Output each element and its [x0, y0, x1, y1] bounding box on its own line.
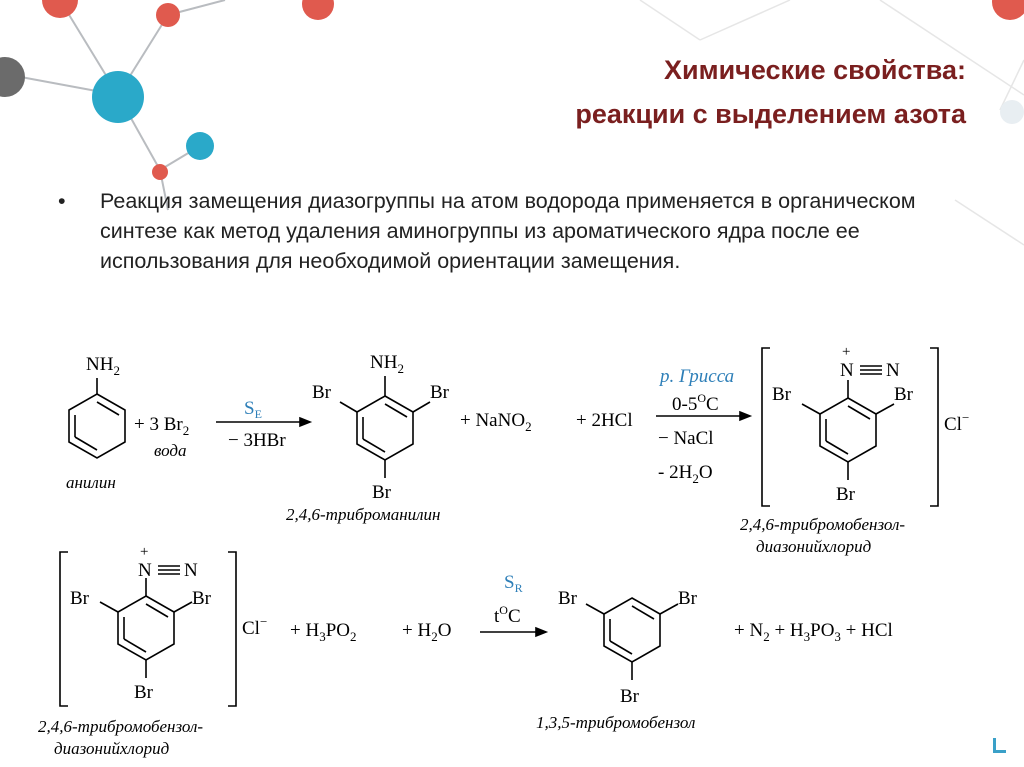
arrow-3-temp: $t^OC$ — [494, 603, 521, 627]
byproducts: + $N_2 + H_3PO_3$ + HCl — [734, 620, 893, 644]
title-line-2: реакции с выделением азота — [575, 99, 966, 129]
arrow-3-condition: $S_R$ — [504, 572, 523, 595]
arrow-1-condition: $S_E$ — [244, 398, 262, 421]
n-2a: N — [138, 560, 152, 581]
arrow-2-temp: $0-5^OC$ — [672, 391, 719, 415]
tba-br-bottom: Br — [372, 482, 391, 503]
bullet-dot: • — [58, 189, 66, 213]
arrow-2-nacl: − NaCl — [658, 428, 714, 449]
reaction-scheme — [28, 338, 992, 762]
arrow-2-griess: р. Грисса — [660, 366, 735, 387]
tba-br-left: Br — [312, 382, 331, 403]
aniline-nh2: $NH_2$ — [86, 354, 120, 378]
diazonium-label-1b: диазонийхлорид — [756, 537, 872, 556]
diazonium-label-2a: 2,4,6-трибромобензол- — [38, 717, 204, 736]
reagent-h3po2: + $H_3PO_2$ — [290, 620, 357, 644]
aniline-ring — [69, 394, 125, 458]
tribromobenzene-ring — [604, 598, 660, 662]
reagent-h2o: + $H_2O$ — [402, 620, 452, 644]
tribromoaniline-label: 2,4,6-триброманилин — [286, 505, 441, 524]
aniline-label: анилин — [66, 473, 116, 492]
diaz2-br-right: Br — [192, 588, 211, 609]
diaz1-br-right: Br — [894, 384, 913, 405]
tba-nh2: $NH_2$ — [370, 352, 404, 376]
corner-mark — [993, 738, 1006, 753]
n-1a: N — [840, 360, 854, 381]
arrow-2-water: - $2H_2O$ — [658, 462, 713, 486]
tribromobenzene-label: 1,3,5-трибромобензол — [536, 713, 696, 732]
tbb-br-left: Br — [558, 588, 577, 609]
tba-br-right: Br — [430, 382, 449, 403]
n-1b: N — [886, 360, 900, 381]
tbb-br-right: Br — [678, 588, 697, 609]
slide-title — [575, 48, 966, 136]
diazonium-ring-2 — [118, 596, 174, 660]
diazonium-ring-1 — [820, 398, 876, 462]
arrow-1-solvent: вода — [154, 441, 187, 460]
reagent-hcl: + 2HCl — [576, 410, 633, 431]
diazonium-label-2b: диазонийхлорид — [54, 739, 170, 758]
n-plus-1: + — [842, 344, 851, 360]
diaz2-br-left: Br — [70, 588, 89, 609]
tbb-br-bottom: Br — [620, 686, 639, 707]
arrow-1-byproduct: − 3HBr — [228, 430, 286, 451]
bullet-text: Реакция замещения диазогруппы на атом водорода применяется в органическом синтезе как метод удаления аминогруппы из ароматического ядра после ее использования для необходимой ориентации замещения. — [100, 189, 916, 273]
reagent-nano2: + NaNO$_2$ — [460, 410, 532, 434]
title-line-1: Химические свойства: — [664, 55, 966, 85]
diaz2-br-bottom: Br — [134, 682, 153, 703]
diazonium-label-1a: 2,4,6-трибромобензол- — [740, 515, 906, 534]
reagent-br2: + 3 $Br_2$ — [134, 414, 190, 438]
n-2b: N — [184, 560, 198, 581]
n-plus-2: + — [140, 544, 149, 560]
cl-2: Cl− — [242, 614, 268, 639]
tribromoaniline-ring — [357, 396, 413, 460]
diaz1-br-bottom: Br — [836, 484, 855, 505]
cl-1: Cl− — [944, 410, 970, 435]
diaz1-br-left: Br — [772, 384, 791, 405]
